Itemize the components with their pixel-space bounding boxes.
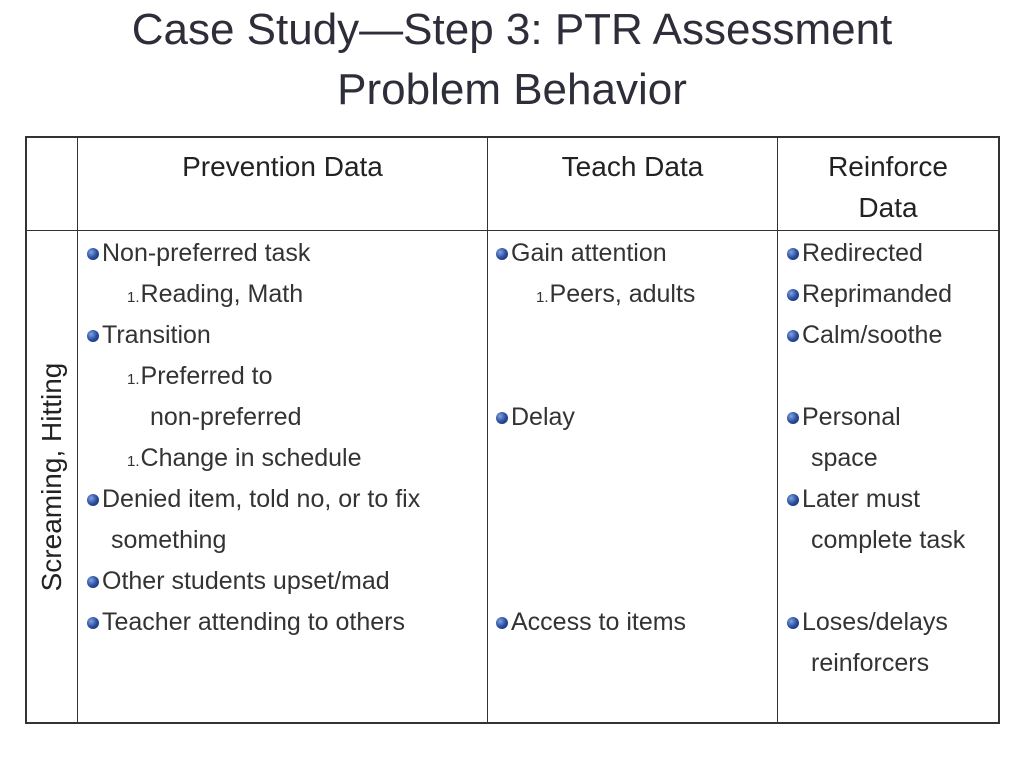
item-text: Preferred to [140,362,273,390]
item-text: Peers, adults [549,280,696,308]
list-item [787,233,923,274]
list-item [87,233,310,274]
bullet-icon [787,617,799,629]
bullet-icon [87,494,99,506]
item-text: Delay [511,403,575,431]
list-item [87,315,211,356]
bullet-icon [787,289,799,301]
header-reinforce-data [778,146,998,228]
list-item [87,479,420,520]
title-line-1: Case Study—Step 3: PTR Assessment [131,5,893,54]
sub-list-item [127,274,303,318]
list-item [496,233,667,274]
list-item [787,602,948,643]
item-text: Personal [802,403,901,431]
item-number: 1. [536,289,549,306]
column-divider [77,138,78,722]
bullet-icon [87,576,99,588]
item-text: non-preferred [150,403,302,431]
header-reinforce-label-line-2: Data [858,192,918,223]
sub-list-item [127,356,273,400]
item-text: Other students upset/mad [102,567,390,595]
item-continuation [811,438,878,479]
item-text: Reprimanded [802,280,953,308]
row-label: Screaming, Hitting [36,362,67,592]
header-prevention-data [78,146,487,187]
item-text: space [811,444,878,472]
item-continuation [811,520,965,561]
header-prevention-label: Prevention Data [182,151,383,182]
assessment-table [25,136,1000,724]
bullet-icon [87,330,99,342]
item-continuation [811,643,929,684]
list-item [787,315,942,356]
bullet-icon [496,248,508,260]
sub-list-item [536,274,695,318]
item-text: Denied item, told no, or to fix [102,485,421,513]
header-teach-label: Teach Data [561,151,704,182]
bullet-icon [787,494,799,506]
item-text: Calm/soothe [802,321,943,349]
sub-list-item [127,438,362,482]
list-item [87,602,405,643]
bullet-icon [787,248,799,260]
list-item [496,397,575,438]
title-line-2: Problem Behavior [337,65,687,114]
bullet-icon [496,617,508,629]
item-text: Gain attention [511,239,667,267]
item-text: Transition [102,321,211,349]
list-item [787,479,920,520]
header-reinforce-label-line-1: Reinforce [828,151,948,182]
list-item [787,274,952,315]
item-text: Redirected [802,239,923,267]
bullet-icon [787,330,799,342]
item-number: 1. [127,371,140,388]
bullet-icon [496,412,508,424]
column-divider [487,138,488,722]
item-text: Change in schedule [140,444,362,472]
item-continuation [111,520,226,561]
item-text: complete task [811,526,966,554]
item-text: Later must [802,485,921,513]
list-item [787,397,901,438]
bullet-icon [87,248,99,260]
header-teach-data [488,146,777,187]
item-text: reinforcers [811,649,930,677]
item-text: Loses/delays [802,608,948,636]
item-text: something [111,526,227,554]
item-text: Teacher attending to others [102,608,405,636]
slide-title [0,0,1024,120]
list-item [87,561,390,602]
row-label-cell [27,231,77,724]
item-text: Access to items [511,608,687,636]
item-text: Non-preferred task [102,239,311,267]
bullet-icon [787,412,799,424]
bullet-icon [87,617,99,629]
item-number: 1. [127,453,140,470]
list-item [496,602,686,643]
header-divider [27,230,998,231]
item-number: 1. [127,289,140,306]
item-text: Reading, Math [140,280,304,308]
item-continuation [150,397,301,438]
